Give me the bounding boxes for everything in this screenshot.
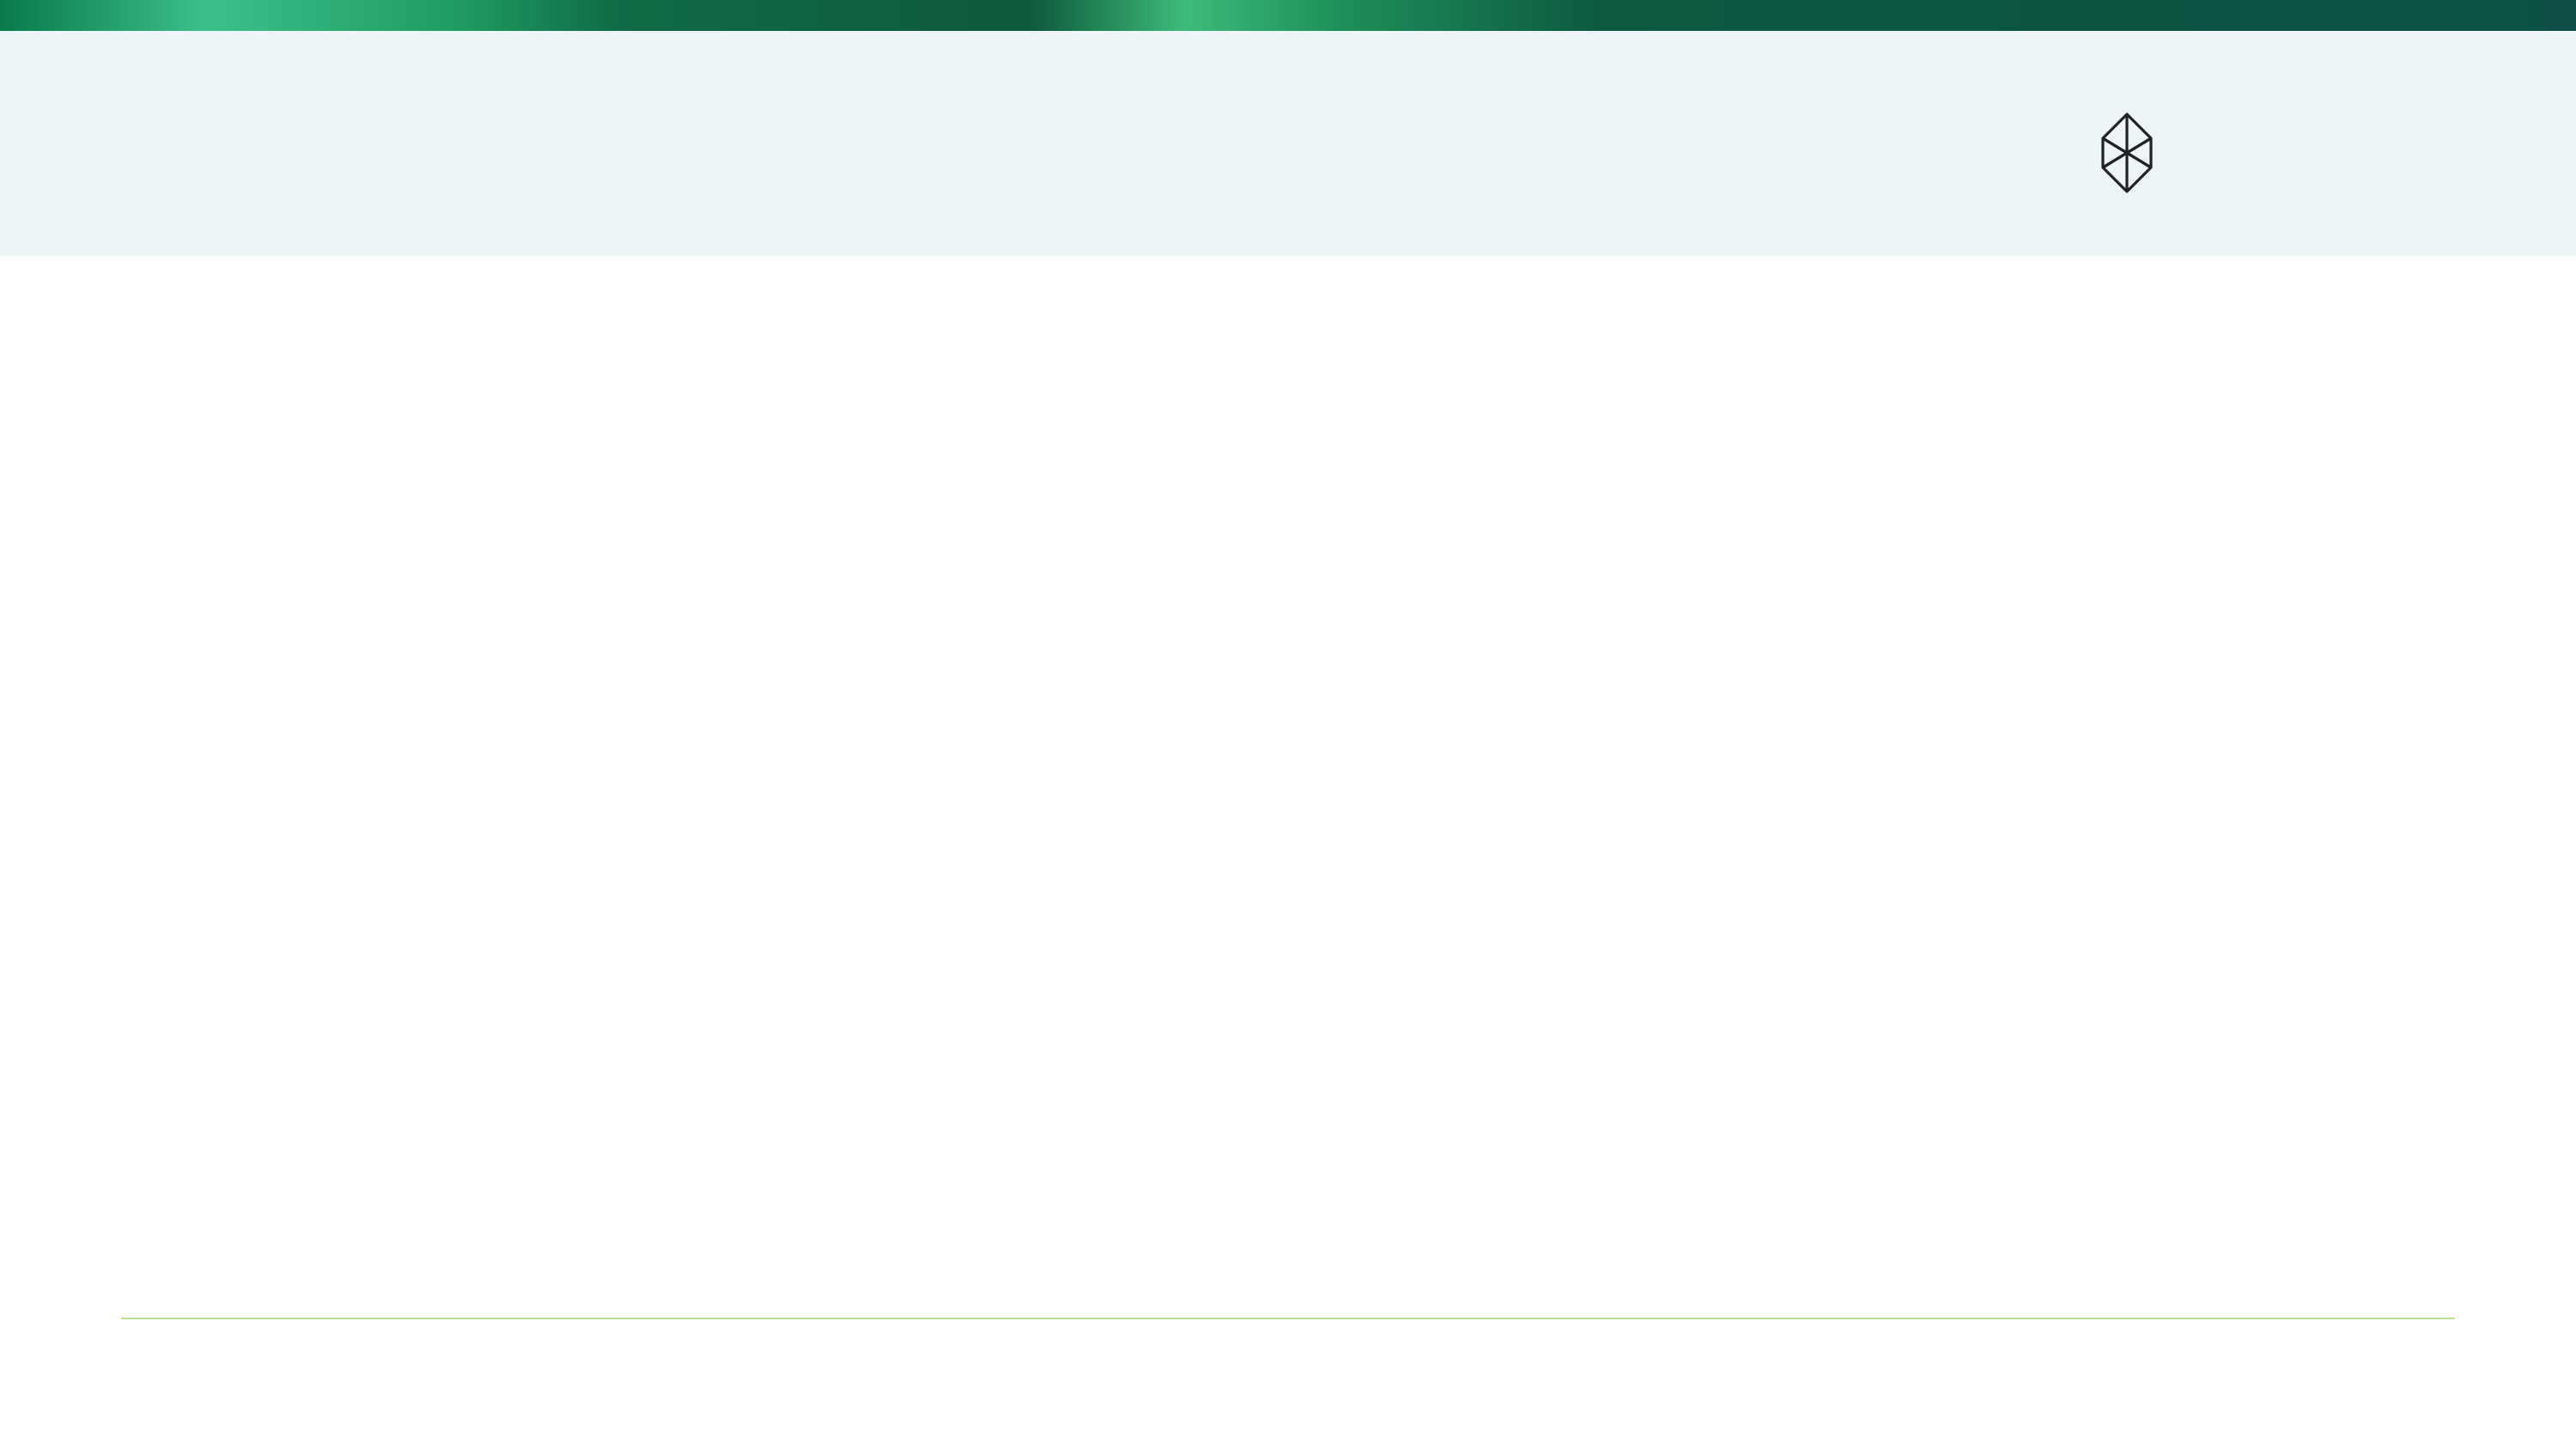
emerald-logo — [2100, 112, 2461, 198]
footer-divider — [121, 1318, 2455, 1319]
top-accent-bar — [0, 0, 2576, 31]
emerald-logo-icon — [2100, 112, 2154, 194]
